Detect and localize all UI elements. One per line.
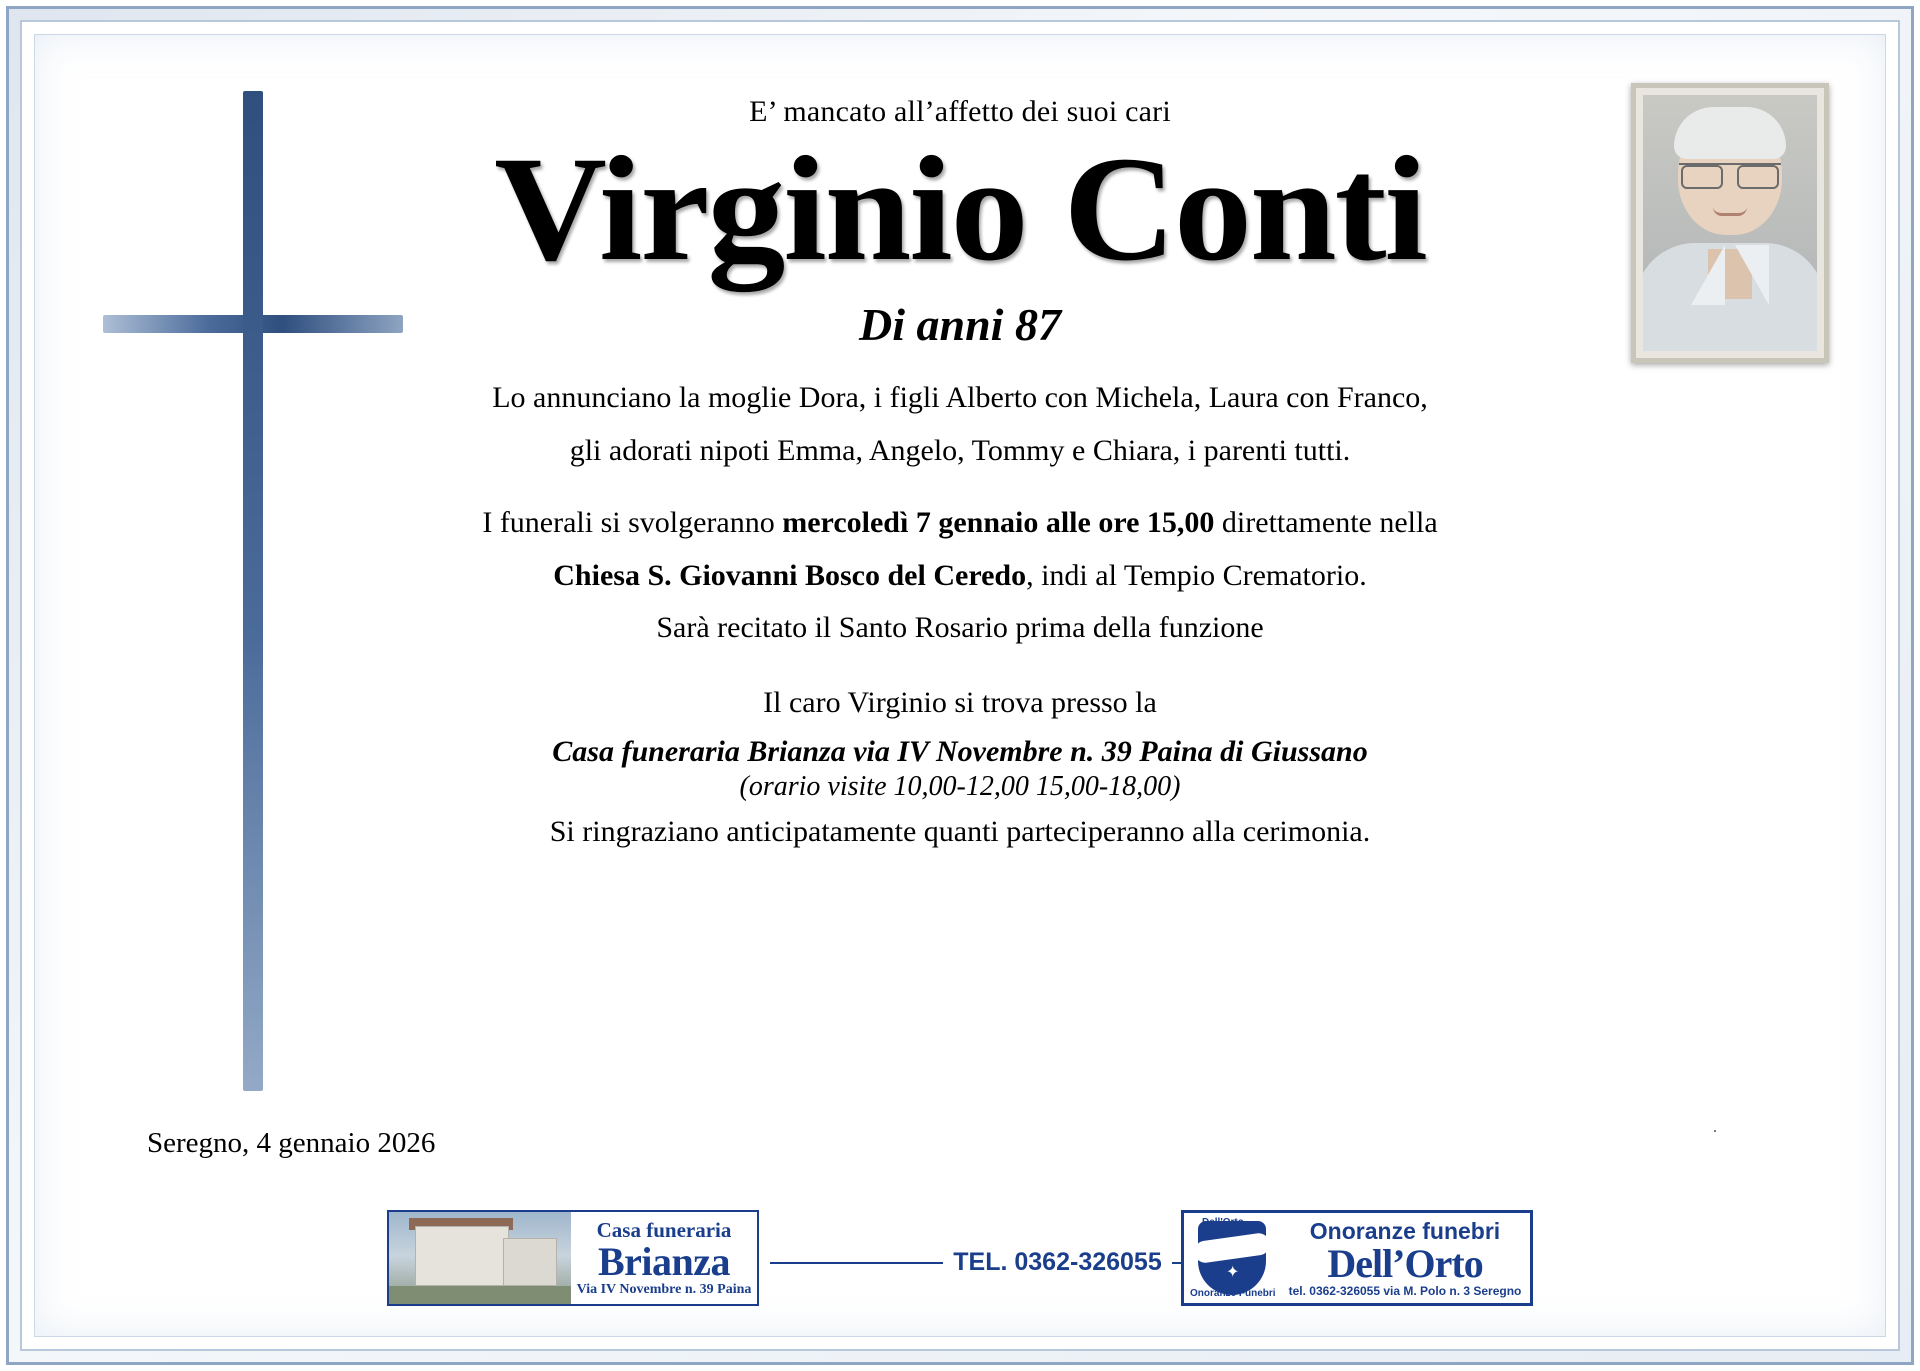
funeral-line-1-part-c: direttamente nella (1214, 506, 1438, 540)
thanks-line: Si ringraziano anticipatamente quanti parteciperanno alla cerimonia. (549, 814, 1371, 848)
dellorto-badge-icon (1184, 1213, 1280, 1303)
family-line-1: Lo annunciano la moglie Dora, i figli Alberto con Michela, Laura con Franco, (492, 381, 1428, 414)
footer-logos (35, 1204, 1885, 1314)
announcement-text-block (335, 83, 1585, 863)
announcement-preline: E’ mancato all’affetto dei suoi cari (749, 95, 1171, 128)
portrait-photo-frame (1631, 83, 1829, 363)
brianza-line-2: Brianza (597, 1238, 731, 1284)
photo-mouth (1713, 207, 1747, 216)
place-and-date: Seregno, 4 gennaio 2026 (147, 1127, 436, 1159)
funeral-datetime: mercoledì 7 gennaio alle ore 15,00 (782, 506, 1215, 540)
dellorto-line-2: Dell’Orto (1327, 1240, 1483, 1286)
brianza-line-3: Via IV Novembre n. 39 Paina (576, 1281, 752, 1297)
church-name: Chiesa S. Giovanni Bosco del Ceredo (553, 558, 1027, 592)
decorative-dot: . (1713, 1119, 1717, 1136)
phone-number: TEL. 0362-326055 (953, 1248, 1162, 1276)
funeral-line-1 (335, 502, 1585, 545)
cross-vertical-bar (243, 91, 263, 1091)
dellorto-logo-text (1280, 1213, 1530, 1303)
funeral-line-2-part-b: , indi al Tempio Crematorio. (1026, 558, 1367, 592)
funeral-home-address: Casa funeraria Brianza via IV Novembre n. 39 Paina di Giussano (552, 734, 1368, 768)
dellorto-line-3: tel. 0362-326055 via M. Polo n. 3 Seregno (1288, 1283, 1522, 1298)
photo-hair (1674, 107, 1786, 159)
portrait-photo (1643, 95, 1817, 351)
building-photo-icon (389, 1212, 571, 1304)
star-icon: ✦ (1226, 1264, 1240, 1281)
deceased-name: Virginio Conti (494, 126, 1426, 292)
resting-intro-line: Il caro Virginio si trova presso la (763, 685, 1157, 719)
dellorto-line-1: Onoranze funebri (1309, 1217, 1501, 1244)
deceased-age: Di anni 87 (859, 299, 1061, 350)
funeral-line-1-part-a: I funerali si svolgeranno (482, 506, 783, 540)
brianza-logo-text (571, 1212, 757, 1304)
phone-rule-left (770, 1262, 943, 1264)
logo-casa-funeraria-brianza[interactable] (387, 1210, 759, 1306)
brianza-line-1: Casa funeraria (596, 1217, 732, 1242)
badge-bottom-text: Onoranze Funebri (1190, 1288, 1276, 1299)
building-side (503, 1238, 557, 1286)
photo-collar-right (1735, 245, 1769, 305)
building-lawn (389, 1286, 571, 1304)
rosary-line: Sarà recitato il Santo Rosario prima della funzione (656, 611, 1264, 645)
logo-onoranze-funebri-dellorto[interactable] (1181, 1210, 1533, 1306)
photo-collar-left (1691, 245, 1725, 305)
family-line-2: gli adorati nipoti Emma, Angelo, Tommy e Chiara, i parenti tutti. (569, 433, 1351, 467)
glasses-icon (1679, 163, 1781, 187)
poster-inner-area (34, 34, 1886, 1337)
badge-top-text: Dell'Orto (1202, 1217, 1244, 1228)
visiting-hours: (orario visite 10,00-12,00 15,00-18,00) (739, 770, 1181, 802)
funeral-line-2 (335, 555, 1585, 598)
building-main (415, 1226, 509, 1286)
